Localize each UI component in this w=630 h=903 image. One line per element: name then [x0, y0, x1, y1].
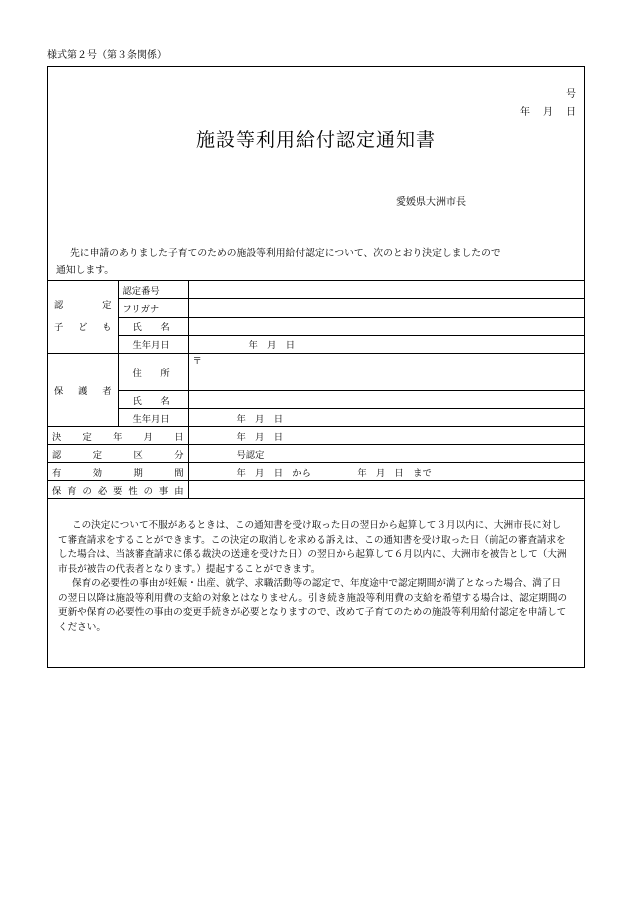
table-row	[48, 299, 585, 317]
child-name-value	[188, 317, 585, 335]
document-number-mark: 号	[566, 89, 576, 100]
child-furigana-value	[188, 299, 585, 317]
decision-date-label: 決 定 年 月 日	[48, 427, 188, 445]
guardian-address-value	[188, 354, 585, 391]
guardian-address-label: 住 所	[118, 354, 188, 391]
intro-text	[56, 245, 570, 279]
issue-date-day: 日	[566, 107, 576, 118]
table-row	[48, 427, 585, 445]
issue-date-year: 年	[520, 107, 530, 118]
child-group-label: 認 定 子 ど も	[48, 281, 118, 354]
issue-date	[507, 103, 576, 118]
intro-line-2: 通知します。	[56, 265, 114, 276]
decision-date-value: 年 月 日	[188, 427, 585, 445]
certification-table	[48, 280, 585, 499]
table-row	[48, 481, 585, 499]
issue-date-month: 月	[543, 107, 553, 118]
table-row	[48, 445, 585, 463]
table-row	[48, 281, 585, 299]
child-name-label: 氏 名	[118, 317, 188, 335]
child-cert-no-label: 認定番号	[118, 281, 188, 299]
table-row	[48, 391, 585, 409]
table-row	[48, 409, 585, 427]
child-cert-no-value	[188, 281, 585, 299]
appeal-note: この決定について不服があるときは、この通知書を受け取った日の翌日から起算して３月以内に、大洲市長に対して審査請求をすることができます。この決定の取消しを求める訴えは、この通知書を受け取った日（前記の審査請求をした場合は、当該審査請求に係る裁決の送達を受けた日）の翌日から起算して６月以内に、大洲市を被告として（大洲市長が被告の代表者となります。）提起することができます。	[58, 520, 567, 575]
intro-line-1: 先に申請のありました子育てのための施設等利用給付認定について、次のとおり決定しましたので	[70, 248, 501, 259]
renewal-note: 保育の必要性の事由が妊娠・出産、就学、求職活動等の認定で、年度途中で認定期間が満了となった場合、満了日の翌日以降は施設等利用費の支給の対象とはなりません。引き続き施設等利用費の支給を希望する場合は、認定期間の更新や保育の必要性の事由の変更手続きが必要となりますので、改めて子育てのための施設等利用給付認定を申請してください。	[58, 578, 568, 633]
guardian-name-value	[188, 391, 585, 409]
document-title: 施設等利用給付認定通知書	[195, 129, 436, 151]
guardian-dob-value: 年 月 日	[188, 409, 585, 427]
guardian-group-label: 保 護 者	[48, 354, 118, 427]
validity-value: 年 月 日 から 年 月 日 まで	[188, 463, 585, 481]
table-row	[48, 335, 585, 353]
guardian-dob-label: 生年月日	[118, 409, 188, 427]
issuer: 愛媛県大洲市長	[396, 197, 466, 208]
table-row	[48, 354, 585, 391]
postal-mark: 〒	[192, 356, 202, 367]
notes	[58, 519, 570, 635]
child-dob-value: 年 月 日	[188, 335, 585, 353]
category-label: 認 定 区 分	[48, 445, 188, 463]
necessity-value	[188, 481, 585, 499]
necessity-label: 保育の必要性の事由	[48, 481, 188, 499]
table-row	[48, 463, 585, 481]
notice-frame	[47, 66, 585, 668]
table-row	[48, 317, 585, 335]
child-furigana-label: フリガナ	[118, 299, 188, 317]
form-label: 様式第２号（第３条関係）	[47, 50, 167, 61]
category-value: 号認定	[188, 445, 585, 463]
guardian-name-label: 氏 名	[118, 391, 188, 409]
child-dob-label: 生年月日	[118, 335, 188, 353]
validity-label: 有 効 期 間	[48, 463, 188, 481]
